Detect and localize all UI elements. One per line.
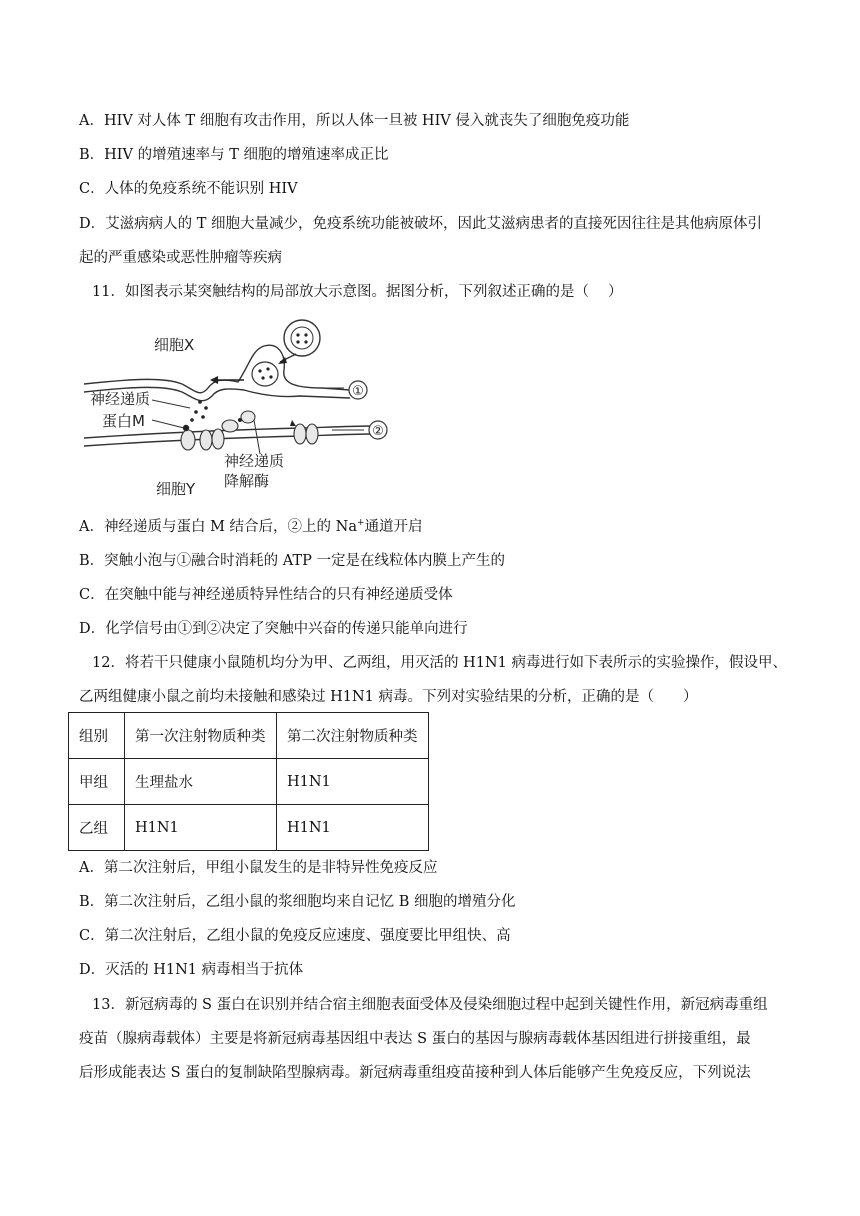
q11-option-a-text: A．神经递质与蛋白 M 结合后，②上的 Na [79,519,357,535]
table-row [69,759,429,805]
q10-option-a: A．HIV 对人体 T 细胞有攻击作用，所以人体一旦被 HIV 侵入就丧失了细胞免疫功能 [79,113,630,129]
q11-stem: 11．如图表示某突触结构的局部放大示意图。据图分析，下列叙述正确的是（ ） [92,284,623,300]
q11-option-b: B．突触小泡与①融合时消耗的 ATP 一定是在线粒体内膜上产生的 [79,553,505,569]
table-cell: 生理盐水 [125,759,277,805]
q12-stem-line2: 乙两组健康小鼠之前均未接触和感染过 H1N1 病毒。下列对实验结果的分析，正确的是（ ） [79,689,698,705]
table-row [69,805,429,851]
table-cell: H1N1 [125,805,277,851]
q11-option-d: D．化学信号由①到②决定了突触中兴奋的传递只能单向进行 [79,621,468,637]
q11-option-a-text-end: 通道开启 [364,519,423,535]
q13-line3: 后形成能表达 S 蛋白的复制缺陷型腺病毒。新冠病毒重组疫苗接种到人体后能够产生免疫反应，下列说法 [79,1065,751,1081]
synapse-diagram [82,316,422,502]
table-header-row [69,713,429,759]
label-cell-y: 细胞Y [156,480,196,498]
table-cell: 甲组 [69,759,125,805]
q12-option-c: C．第二次注射后，乙组小鼠的免疫反应速度、强度要比甲组快、高 [79,928,511,944]
marker-2: ② [372,424,384,439]
q12-option-b: B．第二次注射后，乙组小鼠的浆细胞均来自记忆 B 细胞的增殖分化 [79,894,516,910]
label-neurotransmitter: 神经递质 [90,390,151,408]
table-cell: H1N1 [277,805,429,851]
marker-1: ① [352,384,364,399]
q12-option-d: D．灭活的 H1N1 病毒相当于抗体 [79,962,304,978]
q13-line1: 13．新冠病毒的 S 蛋白在识别并结合宿主细胞表面受体及侵染细胞过程中起到关键性作用，新冠病毒重组 [92,997,768,1013]
table-header-cell: 第一次注射物质种类 [125,713,277,759]
table-cell: H1N1 [277,759,429,805]
q10-option-d-line2: 起的严重感染或恶性肿瘤等疾病 [79,250,282,266]
q11-option-a [79,517,423,537]
table-cell: 乙组 [69,805,125,851]
label-enzyme-line2: 降解酶 [224,472,270,490]
table-header-cell: 组别 [69,713,125,759]
q12-stem-line1: 12．将若干只健康小鼠随机均分为甲、乙两组，用灭活的 H1N1 病毒进行如下表所示的实验操作，假设甲、 [92,655,787,671]
q11-option-c: C．在突触中能与神经递质特异性结合的只有神经递质受体 [79,587,453,603]
label-protein-m: 蛋白M [102,412,145,430]
table-header-cell: 第二次注射物质种类 [277,713,429,759]
label-cell-x: 细胞X [154,336,195,354]
q13-line2: 疫苗（腺病毒载体）主要是将新冠病毒基因组中表达 S 蛋白的基因与腺病毒载体基因组进行拼接重组，最 [79,1031,751,1047]
q10-option-b: B．HIV 的增殖速率与 T 细胞的增殖速率成正比 [79,147,389,163]
q10-option-c: C．人体的免疫系统不能识别 HIV [79,181,298,197]
q12-option-a: A．第二次注射后，甲组小鼠发生的是非特异性免疫反应 [79,860,438,876]
label-enzyme-line1: 神经递质 [224,452,285,470]
q10-option-d-line1: D．艾滋病病人的 T 细胞大量减少，免疫系统功能被破坏，因此艾滋病患者的直接死因往往是其他病原体引 [79,216,763,232]
experiment-table [68,712,429,851]
q11-option-a-sup: + [356,518,365,528]
